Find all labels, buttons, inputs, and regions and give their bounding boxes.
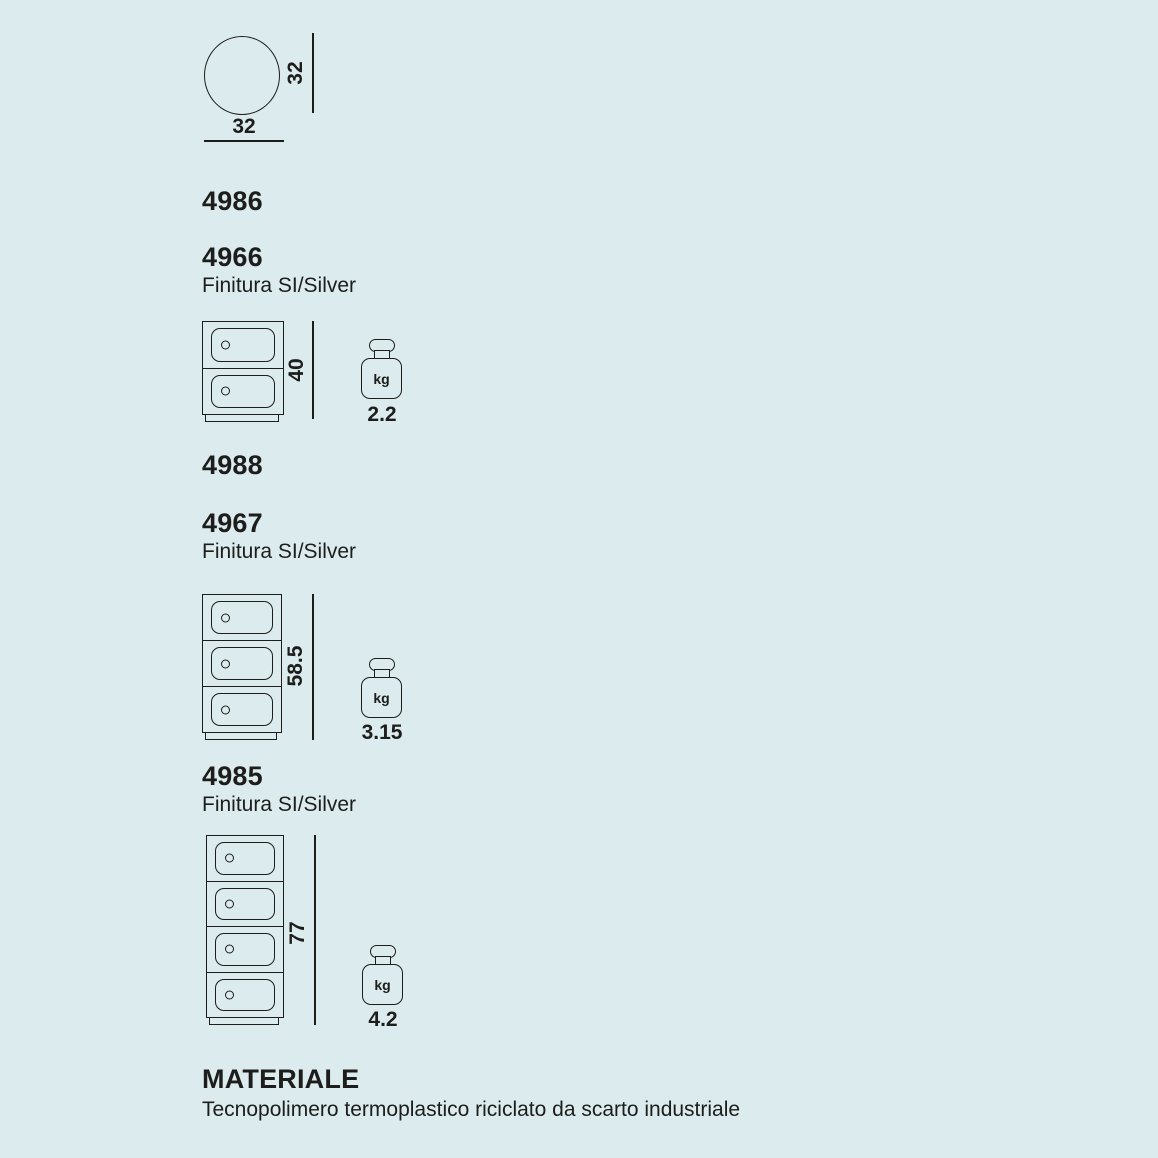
kg-unit-label: kg — [373, 689, 390, 706]
drawer-front — [211, 375, 275, 409]
drawer-compartment — [207, 836, 283, 881]
drawer-compartment — [207, 881, 283, 927]
cabinet-4-height-dimension-line — [314, 835, 316, 1025]
circle-height-dimension-label: 32 — [284, 61, 307, 85]
drawer-handle-icon — [225, 854, 234, 863]
drawer-handle-icon — [221, 613, 230, 622]
material-description: Tecnopolimero termoplastico riciclato da scarto industriale — [202, 1098, 741, 1121]
circle-height-dimension-line — [312, 33, 314, 113]
drawer-handle-icon — [225, 899, 234, 908]
product-code-4986: 4986 — [202, 186, 263, 216]
drawer-handle-icon — [225, 945, 234, 954]
drawer-compartment — [203, 686, 281, 732]
drawer-handle-icon — [225, 990, 234, 999]
material-section-title: MATERIALE — [202, 1064, 360, 1094]
weight-body — [361, 677, 402, 718]
cabinet-2-height-dimension-line — [312, 321, 314, 419]
drawer-compartment — [207, 972, 283, 1018]
weight-value-4967: 3.15 — [361, 721, 403, 744]
cabinet-drawing-4-drawers — [206, 835, 284, 1018]
drawer-front — [215, 888, 275, 921]
drawer-compartment — [203, 595, 281, 640]
circle-width-dimension-line — [204, 140, 284, 142]
drawer-compartment — [203, 322, 283, 368]
drawer-front — [215, 842, 275, 875]
weight-value-4985: 4.2 — [368, 1008, 398, 1031]
product-finish-4966: Finitura SI/Silver — [202, 274, 357, 297]
product-finish-4967: Finitura SI/Silver — [202, 540, 357, 563]
product-code-4967: 4967 — [202, 508, 263, 538]
cabinet-base — [205, 732, 277, 740]
cabinet-drawing-2-drawers — [202, 321, 284, 415]
drawer-front — [215, 979, 275, 1012]
drawer-handle-icon — [221, 340, 230, 349]
cabinet-base — [205, 414, 279, 422]
product-code-4985: 4985 — [202, 761, 263, 791]
circle-width-dimension-label: 32 — [232, 115, 256, 138]
kg-unit-label: kg — [374, 976, 391, 993]
product-code-4988: 4988 — [202, 450, 263, 480]
product-finish-4985: Finitura SI/Silver — [202, 793, 357, 816]
drawer-front — [211, 647, 273, 680]
drawer-front — [215, 933, 275, 966]
cabinet-drawing-3-drawers — [202, 594, 282, 733]
weight-body — [362, 964, 403, 1005]
product-code-4966: 4966 — [202, 242, 263, 272]
weight-value-4966: 2.2 — [367, 403, 397, 426]
weight-body — [361, 358, 402, 399]
cabinet-3-height-dimension-line — [312, 594, 314, 740]
drawer-front — [211, 328, 275, 362]
drawer-compartment — [203, 368, 283, 415]
drawer-handle-icon — [221, 387, 230, 396]
drawer-handle-icon — [221, 705, 230, 714]
drawer-compartment — [207, 926, 283, 972]
drawer-compartment — [203, 640, 281, 686]
cabinet-base — [209, 1017, 279, 1025]
weight-icon — [362, 945, 403, 1005]
weight-icon — [361, 658, 402, 718]
kg-unit-label: kg — [373, 370, 390, 387]
drawer-handle-icon — [221, 659, 230, 668]
cabinet-3-height-dimension-label: 58.5 — [284, 645, 307, 687]
drawer-front — [211, 693, 273, 726]
drawer-front — [211, 601, 273, 634]
weight-icon — [361, 339, 402, 399]
cabinet-4-height-dimension-label: 77 — [286, 921, 309, 945]
top-view-circle-drawing — [204, 36, 280, 115]
cabinet-2-height-dimension-label: 40 — [285, 358, 308, 382]
